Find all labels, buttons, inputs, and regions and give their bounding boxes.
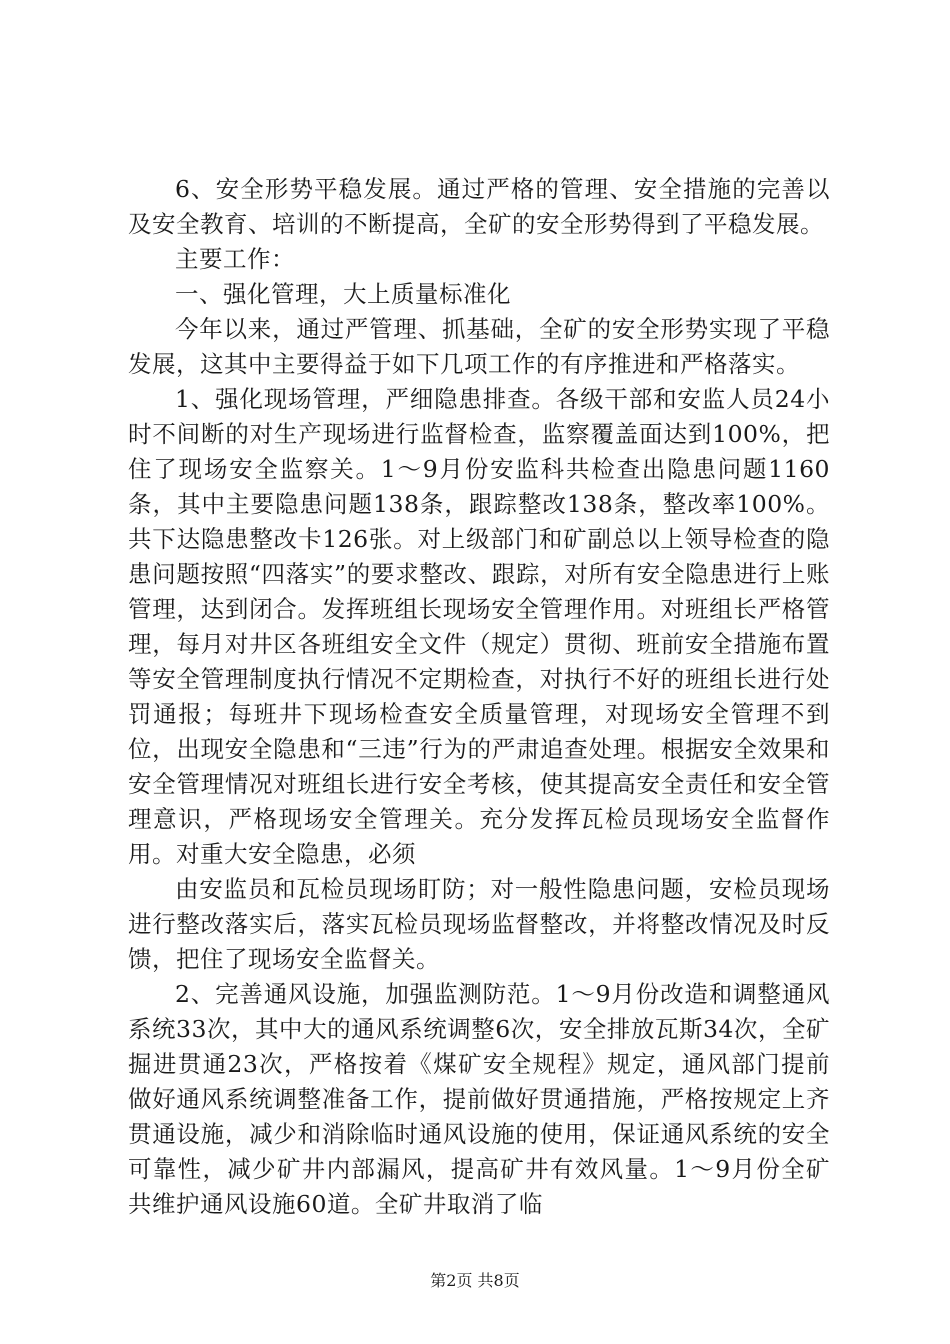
document-body [128, 172, 830, 1222]
paragraph-safety-trend: 6、安全形势平稳发展。通过严格的管理、安全措施的完善以及安全教育、培训的不断提高，全矿的安全形势得到了平稳发展。 [128, 175, 830, 238]
heading-section-one: 一、强化管理，大上质量标准化 [175, 280, 511, 308]
paragraph-site-management: 1、强化现场管理，严细隐患排查。各级干部和安监人员24小时不间断的对生产现场进行监督检查，监察覆盖面达到100%，把住了现场安全监察关。1～9月份安监科共检查出隐患问题1160条，其中主要隐患问题138条，跟踪整改138条，整改率100%。共下达隐患整改卡126张。对上级部门和矿副总以上领导检查的隐患问题按照“四落实”的要求整改、跟踪，对所有安全隐患进行上账管理，达到闭合。发挥班组长现场安全管理作用。对班组长严格管理，每月对井区各班组安全文件（规定）贯彻、班前安全措施布置等安全管理制度执行情况不定期检查，对执行不好的班组长进行处罚通报；每班井下现场检查安全质量管理，对现场安全管理不到位，出现安全隐患和“三违”行为的严肃追查处理。根据安全效果和安全管理情况对班组长进行安全考核，使其提高安全责任和安全管理意识，严格现场安全管理关。充分发挥瓦检员现场安全监督作用。对重大安全隐患，必须 [128, 385, 830, 868]
page-footer: 第2页 共8页 [430, 1271, 520, 1290]
paragraph-intro: 今年以来，通过严管理、抓基础，全矿的安全形势实现了平稳发展，这其中主要得益于如下几项工作的有序推进和严格落实。 [128, 315, 830, 378]
paragraph-ventilation: 2、完善通风设施，加强监测防范。1～9月份改造和调整通风系统33次，其中大的通风系统调整6次，安全排放瓦斯34次，全矿掘进贯通23次，严格按着《煤矿安全规程》规定，通风部门提前做好通风系统调整准备工作，提前做好贯通措施，严格按规定上齐贯通设施，减少和消除临时通风设施的使用，保证通风系统的安全可靠性，减少矿井内部漏风，提高矿井有效风量。1～9月份全矿共维护通风设施60道。全矿井取消了临 [128, 980, 830, 1218]
heading-main-work: 主要工作： [175, 245, 295, 273]
paragraph-continuation: 由安监员和瓦检员现场盯防；对一般性隐患问题，安检员现场进行整改落实后，落实瓦检员现场监督整改，并将整改情况及时反馈，把住了现场安全监督关。 [128, 875, 830, 973]
